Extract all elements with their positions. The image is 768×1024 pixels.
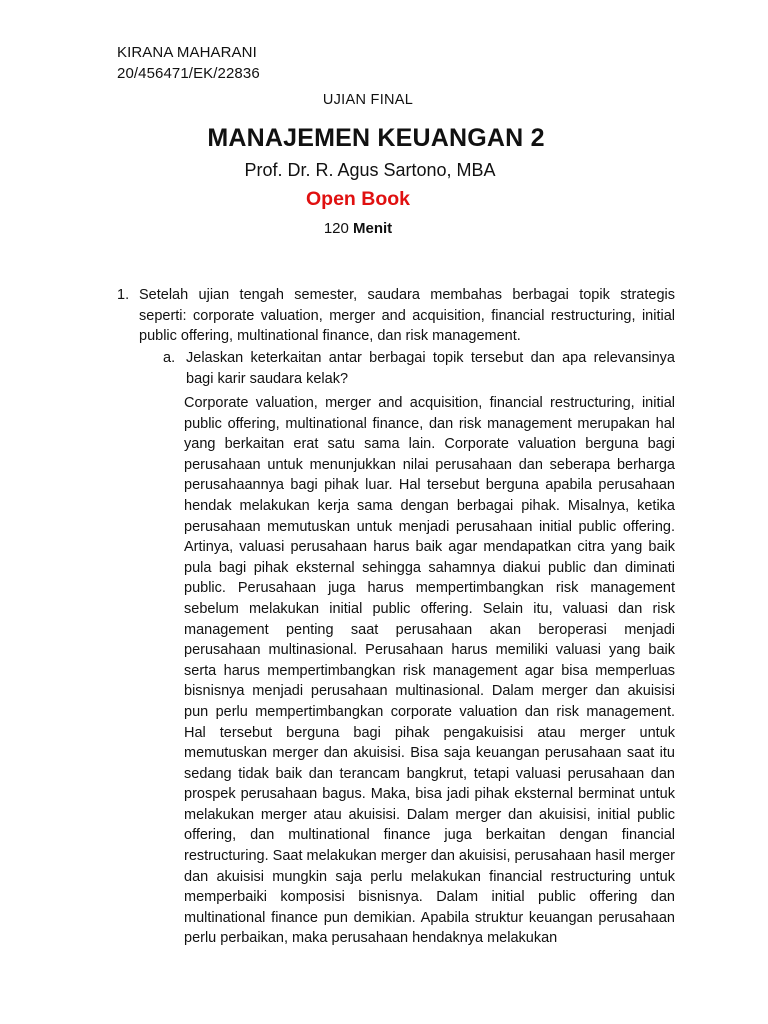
answer-text: Corporate valuation, merger and acquisition, financial restructuring, initial public offering, multinational finance, dan risk management merupakan hal yang berkaitan erat satu sama lain. Corporate valuation berguna bagi perusahaan untuk menunjukkan nilai perusahaan dan seberapa berharga perusahaannya bagi pihak luar. Hal tersebut berguna apabila perusahaan hendak melakukan kerja sama dengan berbagai pihak. Misalnya, ketika perusahaan memutuskan untuk menjadi perusahaan initial public offering. Artinya, valuasi perusahaan harus baik agar mendapatkan citra yang baik pula bagi pihak eksternal sehingga sahamnya diakui public dan diminati public. Perusahaan juga harus mempertimbangkan risk management sebelum melakukan initial public offering. Selain itu, valuasi dan risk management penting saat perusahaan akan beroperasi menjadi perusahaan multinasional. Perusahaan harus memiliki valuasi yang baik serta harus mempertimbangkan risk management agar bisa memperluas bisnisnya menjadi perusahaan multinasional. Dalam merger dan akuisisi pun perlu mempertimbangkan corporate valuation dan risk management. Hal tersebut berguna bagi pihak pengakuisisi atau merger untuk memutuskan merger dan akuisisi. Bisa saja keuangan perusahaan saat itu sedang tidak baik dan terancam bangkrut, tetapi valuasi perusahaan dan prospek perusahaan bagus. Maka, bisa jadi pihak eksternal berminat untuk melakukan merger atau akuisisi. Dalam merger dan akuisisi, initial public offering, dan multinational finance juga berkaitan dengan financial restructuring. Saat melakukan merger dan akuisisi, perusahaan hasil merger dan akuisisi mungkin saja perlu melakukan financial restructuring untuk memperbaiki komposisi bisnisnya. Dalam initial public offering dan multinational finance pun demikian. Apabila struktur keuangan perusahaan perlu perbaikan, maka perusahaan hendaknya melakukan: [184, 395, 675, 947]
exam-mode: Open Book: [305, 188, 410, 210]
exam-duration: [0, 220, 742, 237]
duration-number: 120: [323, 220, 349, 237]
sub-question-letter: a.: [163, 350, 176, 366]
question-number: 1.: [117, 287, 130, 303]
lecturer-name: Prof. Dr. R. Agus Sartono, MBA: [244, 160, 496, 180]
sub-question-text: Jelaskan keterkaitan antar berbagai topik tersebut dan apa relevansinya bagi karir saudara kelak?: [186, 350, 675, 387]
question-text: Setelah ujian tengah semester, saudara membahas berbagai topik strategis seperti: corporate valuation, merger and acquisition, financial restructuring, initial public offering, multinational finance, dan risk management.: [139, 287, 675, 344]
student-id: 20/456471/EK/22836: [117, 65, 260, 82]
duration-unit: Menit: [353, 220, 393, 237]
exam-type: UJIAN FINAL: [322, 92, 414, 108]
student-name: KIRANA MAHARANI: [117, 44, 257, 61]
student-info: [117, 42, 260, 84]
course-title: MANAJEMEN KEUANGAN 2: [207, 124, 545, 152]
